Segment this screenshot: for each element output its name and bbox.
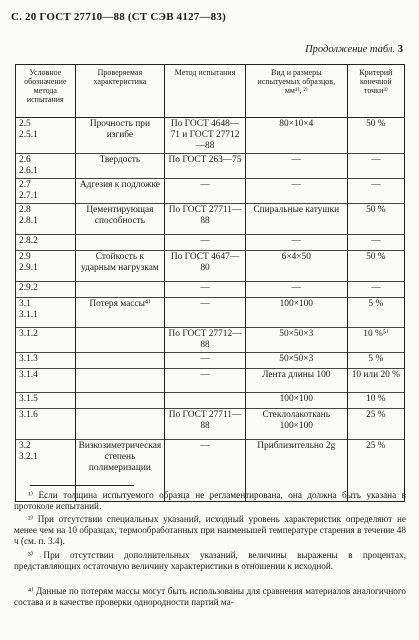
end-point-cell: 25 % — [347, 409, 404, 440]
test-method-cell: По ГОСТ 27712—88 — [165, 328, 246, 353]
end-point-cell: 10 или 20 % — [347, 369, 404, 393]
footnote-2: ²⁾ При отсутствии специальных указаний, исходный уровень характеристик определяют не менее чем на 10 образцах, термообработанных при наименьшей температуре старения в течение 48 ч (см. п. 3.4). — [14, 514, 406, 547]
table-row — [16, 369, 405, 393]
table-row — [16, 298, 405, 328]
test-method-cell — [165, 393, 246, 409]
end-point-cell: 10 % — [347, 393, 404, 409]
characteristic-cell — [75, 393, 165, 409]
method-code-cell: 3.1.6 — [16, 409, 76, 440]
specimen-cell: 50×50×3 — [245, 328, 347, 353]
end-point-cell: 50 % — [347, 118, 404, 154]
specimen-cell: — — [245, 154, 347, 179]
end-point-cell: 25 % — [347, 440, 404, 502]
footnote-3: ³⁾ При отсутствии дополнительных указаний, величины выражены в процентах, представляющих остаточную величину характеристики в отношении к исходной. — [14, 550, 406, 572]
column-header-method-code: Условное обозначение метода испытания — [16, 65, 76, 118]
test-method-cell: — — [165, 298, 246, 328]
footnote-4: ⁴⁾ Данные по потерям массы могут быть использованы для сравнения материалов аналогичного состава и в качестве проверки однородности партий ма- — [14, 586, 406, 608]
characteristic-cell: Потеря массы⁴⁾ — [75, 298, 165, 328]
characteristic-cell: Адгезия к подложке — [75, 179, 165, 204]
test-method-cell: — — [165, 179, 246, 204]
method-code-cell: 2.9 2.9.1 — [16, 251, 76, 282]
end-point-cell: — — [347, 282, 404, 298]
characteristic-cell — [75, 235, 165, 251]
characteristic-cell — [75, 328, 165, 353]
test-method-cell: — — [165, 353, 246, 369]
table-row — [16, 154, 405, 179]
specimen-cell: — — [245, 179, 347, 204]
end-point-cell: 50 % — [347, 251, 404, 282]
table-row — [16, 328, 405, 353]
test-method-cell: По ГОСТ 4648—71 и ГОСТ 27712—88 — [165, 118, 246, 154]
method-code-cell: 3.1.5 — [16, 393, 76, 409]
method-code-cell: 2.6 2.6.1 — [16, 154, 76, 179]
test-method-cell: По ГОСТ 27711—88 — [165, 409, 246, 440]
characteristic-cell: Визкозиметрическая степень полимеризации — [75, 440, 165, 502]
table-row — [16, 282, 405, 298]
specimen-cell: 6×4×50 — [245, 251, 347, 282]
method-code-cell: 2.8.2 — [16, 235, 76, 251]
method-code-cell: 2.5 2.5.1 — [16, 118, 76, 154]
table-row — [16, 353, 405, 369]
test-method-cell: — — [165, 282, 246, 298]
footnote-1: ¹⁾ Если толщина испытуемого образца не регламентирована, она должна быть указана в протоколе испытаний. — [14, 490, 406, 512]
column-header-test-method: Метод испытания — [165, 65, 246, 118]
table-row — [16, 393, 405, 409]
characteristic-cell: Твердость — [75, 154, 165, 179]
table-row — [16, 235, 405, 251]
method-code-cell: 2.9.2 — [16, 282, 76, 298]
test-method-cell: — — [165, 235, 246, 251]
specimen-cell: 100×100 — [245, 298, 347, 328]
specimen-cell: Приблизительно 2g — [245, 440, 347, 502]
method-code-cell: 2.7 2.7.1 — [16, 179, 76, 204]
end-point-cell: — — [347, 154, 404, 179]
table-row — [16, 118, 405, 154]
continuation-label: Продолжение табл. — [305, 44, 396, 55]
specimen-cell: — — [245, 235, 347, 251]
characteristic-cell — [75, 409, 165, 440]
specimen-cell: Спиральные катушки — [245, 204, 347, 235]
characteristic-cell — [75, 353, 165, 369]
test-methods-table — [15, 64, 405, 502]
end-point-cell: — — [347, 235, 404, 251]
specimen-cell: Лента длины 100 — [245, 369, 347, 393]
specimen-cell: 80×10×4 — [245, 118, 347, 154]
end-point-cell: — — [347, 179, 404, 204]
table-row — [16, 204, 405, 235]
table-row — [16, 251, 405, 282]
end-point-cell: 10 %⁵⁾ — [347, 328, 404, 353]
specimen-cell: Стеклолакоткань 100×100 — [245, 409, 347, 440]
characteristic-cell: Стойкость к ударным нагрузкам — [75, 251, 165, 282]
test-method-cell: По ГОСТ 27711—88 — [165, 204, 246, 235]
end-point-cell: 50 % — [347, 204, 404, 235]
characteristic-cell — [75, 282, 165, 298]
method-code-cell: 3.1 3.1.1 — [16, 298, 76, 328]
characteristic-cell — [75, 369, 165, 393]
column-header-characteristic: Проверяемая характеристика — [75, 65, 165, 118]
method-code-cell: 3.1.4 — [16, 369, 76, 393]
characteristic-cell: Цементирующая способность — [75, 204, 165, 235]
characteristic-cell: Прочность при изгибе — [75, 118, 165, 154]
end-point-cell: 5 % — [347, 298, 404, 328]
specimen-cell: — — [245, 282, 347, 298]
specimen-cell: 100×100 — [245, 393, 347, 409]
table-number: 3 — [397, 44, 403, 55]
specimen-cell: 50×50×3 — [245, 353, 347, 369]
method-code-cell: 3.1.2 — [16, 328, 76, 353]
test-method-cell: По ГОСТ 4647—80 — [165, 251, 246, 282]
page-header: С. 20 ГОСТ 27710—88 (СТ СЭВ 4127—83) — [11, 11, 226, 23]
table-row — [16, 179, 405, 204]
column-header-specimen: Вид и размеры испытуемых образцов, мм¹⁾, ²⁾ — [245, 65, 347, 118]
method-code-cell: 3.1.3 — [16, 353, 76, 369]
footnote-separator — [30, 485, 134, 486]
column-header-end-point: Критерий конечной точки³⁾ — [347, 65, 404, 118]
end-point-cell: 5 % — [347, 353, 404, 369]
method-code-cell: 3.2 3.2.1 — [16, 440, 76, 502]
method-code-cell: 2.8 2.8.1 — [16, 204, 76, 235]
table-continuation — [305, 44, 403, 55]
test-method-cell: — — [165, 440, 246, 502]
table-row — [16, 409, 405, 440]
test-method-cell: По ГОСТ 263—75 — [165, 154, 246, 179]
test-method-cell: — — [165, 369, 246, 393]
